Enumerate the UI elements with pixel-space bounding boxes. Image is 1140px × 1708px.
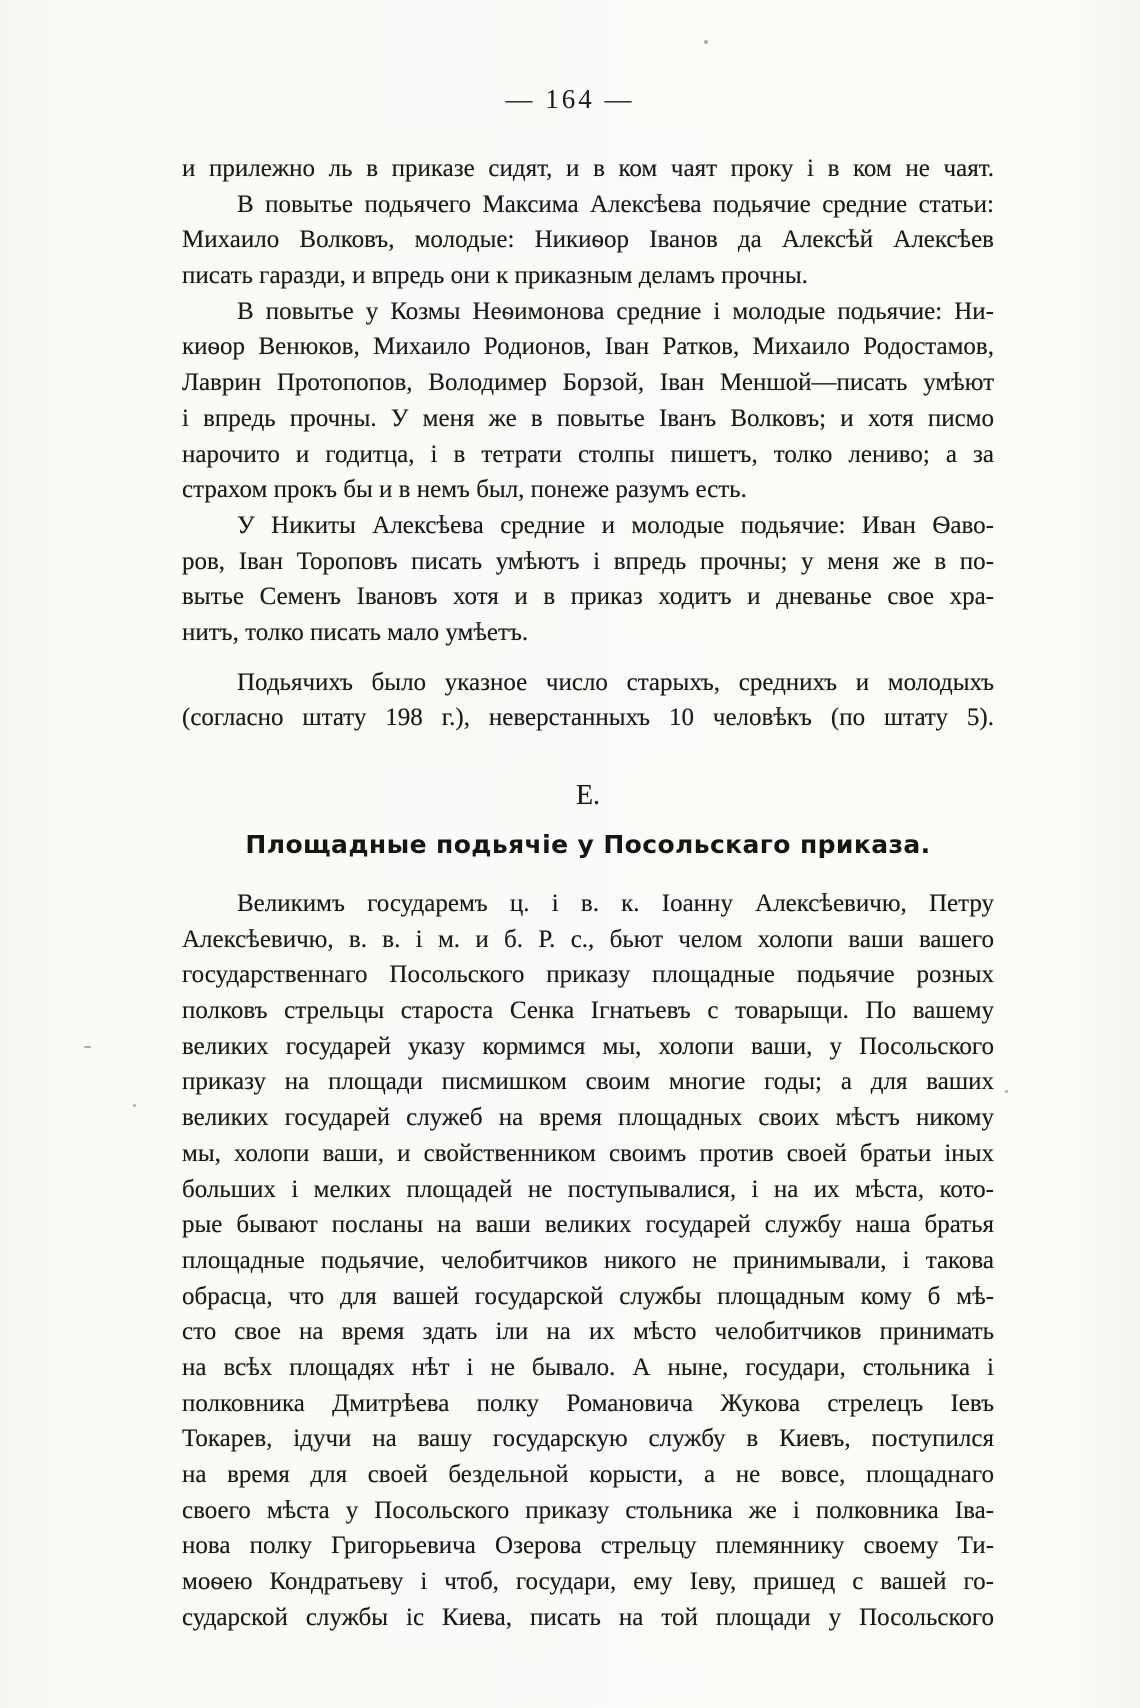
section-title: Площадные подьячіе у Посольскаго приказа. [245, 830, 931, 859]
text-line: государственнаго Посольского приказу площадные подьячие розных [182, 961, 994, 989]
text-line: мы, холопи ваши, и свойственником своимъ против своей братьи іных [182, 1139, 994, 1167]
text-line: Лаврин Протопопов, Володимер Борзой, Іван Меншой—писать умѣют [182, 369, 994, 397]
text-line: ров, Іван Тороповъ писать умѣютъ і впредь прочны; у меня же в по- [182, 547, 994, 575]
paragraph [182, 187, 994, 294]
text-line: писать гаразди, и впредь они к приказным деламъ прочны. [182, 262, 808, 290]
text-line: вытье Семенъ Івановъ хотя и в приказ ходитъ и дневанье свое хра- [182, 583, 994, 611]
text-line: площадные подьячие, челобитчиков никого не принимывали, і такова [182, 1246, 994, 1274]
text-line: страхом прокъ бы и в немъ был, понеже разумъ есть. [182, 476, 747, 504]
text-line: Алексѣевичю, в. в. і м. и б. Р. с., бьют челом холопи ваши вашего [182, 925, 994, 953]
text-line: Великимъ государемъ ц. і в. к. Іоанну Алексѣевичю, Петру [237, 890, 994, 917]
text-line: нова полку Григорьевича Озерова стрельцу племяннику своему Ти- [182, 1532, 994, 1560]
text-line: на всѣх площадях нѣт і не бывало. А ныне, государи, стольника і [182, 1353, 994, 1381]
text-line: на время для своей бездельной корысти, а не вовсе, площаднаго [182, 1461, 994, 1488]
paragraph [182, 151, 994, 187]
text-line: (согласно штату 198 г.), неверстанныхъ 10 человѣкъ (по штату 5). [182, 704, 994, 732]
text-line: обрасца, что для вашей государской службы площадным кому б мѣ- [182, 1282, 994, 1310]
text-line: рые бывают посланы на ваши великих государей службу наша братья [182, 1211, 994, 1239]
section-letter: Е. [575, 780, 601, 811]
paragraph [182, 508, 994, 651]
text-line: Подьячихъ было указное число старыхъ, среднихъ и молодыхъ [237, 668, 994, 696]
scan-speck [704, 40, 708, 44]
text-line: нитъ, толко писать мало умѣетъ. [182, 618, 529, 646]
text-line: великих государей служеб на время площадных своих мѣстъ никому [182, 1104, 994, 1132]
text-line: киѳор Венюков, Михаило Родионов, Іван Ратков, Михаило Родостамов, [182, 333, 994, 361]
text-line: полковника Дмитрѣева полку Романовича Жукова стрелецъ Іевъ [182, 1389, 994, 1417]
text-line: сто свое на время здать іли на их мѣсто челобитчиков принимать [182, 1318, 994, 1346]
text-line: і впредь прочны. У меня же в повытье Іванъ Волковъ; и хотя писмо [182, 404, 994, 432]
text-line: В повытье подьячего Максима Алексѣева подьячие средние статьи: [237, 190, 994, 218]
text-line: Михаило Волковъ, молодые: Никиѳор Іванов да Алексѣй Алексѣев [182, 226, 994, 254]
text-block [182, 151, 994, 1635]
scan-speck [133, 1104, 136, 1107]
paragraph [182, 886, 994, 1635]
text-line: полковъ стрельцы староста Сенка Ігнатьевъ с товарыщи. По вашему [182, 997, 994, 1025]
text-line: сударской службы іс Киева, писать на той площади у Посольского [182, 1603, 994, 1631]
paragraph [182, 665, 994, 736]
text-line: больших і мелких площадей не поступывалися, і на их мѣста, кото- [182, 1175, 994, 1203]
text-line: своего мѣста у Посольского приказу стольника же і полковника Іва- [182, 1496, 994, 1524]
scan-speck [1005, 1090, 1008, 1093]
text-line: моѳею Кондратьеву і чтоб, государи, ему Іеву, пришед с вашей го- [182, 1568, 994, 1596]
text-line: великих государей указу кормимся мы, холопи ваши, у Посольского [182, 1032, 994, 1060]
paragraph [182, 294, 994, 508]
text-line: и прилежно ль в приказе сидят, и в ком чаят проку і в ком не чаят. [182, 155, 994, 182]
text-line: нарочито и годитца, і в тетрати столпы пишетъ, толко лениво; а за [182, 440, 994, 468]
text-line: Токарев, ідучи на вашу государскую службу в Киевъ, поступился [182, 1425, 994, 1453]
page-number: — 164 — [505, 84, 635, 114]
text-line: приказу на площади писмишком своим многие годы; а для ваших [182, 1068, 994, 1096]
text-line: У Никиты Алексѣева средние и молодые подьячие: Иван Ѳаво- [237, 511, 994, 539]
scan-speck [84, 1046, 91, 1048]
text-line: В повытье у Козмы Неѳимонова средние і молодые подьячие: Ни- [237, 297, 994, 325]
